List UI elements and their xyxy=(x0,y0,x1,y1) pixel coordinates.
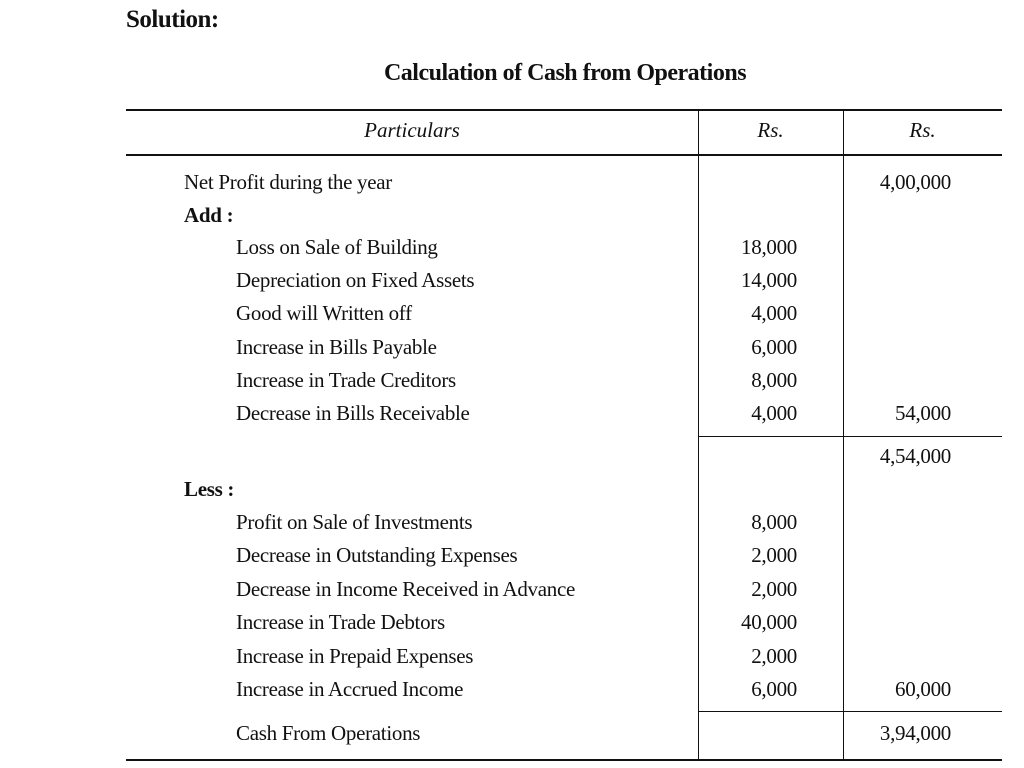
row-value-rs-1: 14,000 xyxy=(741,268,797,292)
table-row xyxy=(0,510,1024,543)
header-rs-2: Rs. xyxy=(909,118,936,142)
table-row xyxy=(0,644,1024,677)
row-value-rs-2: 60,000 xyxy=(895,677,951,701)
row-label: Decrease in Income Received in Advance xyxy=(236,577,576,601)
row-label: Increase in Trade Creditors xyxy=(236,368,456,392)
row-label-less: Less : xyxy=(184,477,235,501)
table-title: Calculation of Cash from Operations xyxy=(383,60,747,86)
row-value-rs-1: 6,000 xyxy=(751,677,797,701)
table-row xyxy=(0,610,1024,643)
table-bottom-rule xyxy=(126,759,1002,761)
row-label: Depreciation on Fixed Assets xyxy=(236,268,475,292)
subtotal-rule xyxy=(698,436,1002,437)
row-value-rs-1: 18,000 xyxy=(741,235,797,259)
table-row xyxy=(0,301,1024,334)
header-rs-1: Rs. xyxy=(757,118,784,142)
row-label: Decrease in Bills Receivable xyxy=(236,401,470,425)
table-row xyxy=(0,401,1024,434)
row-label: Good will Written off xyxy=(236,301,412,325)
table-row xyxy=(0,477,1024,510)
row-value-rs-1: 4,000 xyxy=(751,301,797,325)
table-row xyxy=(0,268,1024,301)
row-value-rs-1: 2,000 xyxy=(751,577,797,601)
row-label: Increase in Trade Debtors xyxy=(236,610,445,634)
table-row xyxy=(0,368,1024,401)
row-value-rs-2: 3,94,000 xyxy=(879,721,951,745)
table-row xyxy=(0,577,1024,610)
solution-heading: Solution: xyxy=(126,6,219,33)
table-row-total xyxy=(0,721,1024,754)
header-bottom-rule xyxy=(126,154,1002,156)
row-label-add: Add : xyxy=(184,203,234,227)
row-value-rs-1: 4,000 xyxy=(751,401,797,425)
row-label: Increase in Bills Payable xyxy=(236,335,437,359)
table-row xyxy=(0,170,1024,203)
row-label: Profit on Sale of Investments xyxy=(236,510,473,534)
row-label: Decrease in Outstanding Expenses xyxy=(236,543,518,567)
table-row xyxy=(0,203,1024,236)
table-top-rule xyxy=(126,109,1002,111)
row-value-rs-1: 2,000 xyxy=(751,543,797,567)
table-row xyxy=(0,543,1024,576)
table-row-subtotal xyxy=(0,444,1024,477)
header-particulars: Particulars xyxy=(364,118,460,142)
row-value-rs-1: 8,000 xyxy=(751,368,797,392)
row-value-rs-2: 4,54,000 xyxy=(879,444,951,468)
row-value-rs-2: 4,00,000 xyxy=(879,170,951,194)
total-rule xyxy=(698,711,1002,712)
table-row xyxy=(0,235,1024,268)
row-value-rs-2: 54,000 xyxy=(895,401,951,425)
row-label: Increase in Accrued Income xyxy=(236,677,464,701)
table-row xyxy=(0,677,1024,710)
table-row xyxy=(0,335,1024,368)
row-label: Loss on Sale of Building xyxy=(236,235,438,259)
row-label: Net Profit during the year xyxy=(184,170,392,194)
row-value-rs-1: 2,000 xyxy=(751,644,797,668)
row-value-rs-1: 40,000 xyxy=(741,610,797,634)
row-value-rs-1: 6,000 xyxy=(751,335,797,359)
row-value-rs-1: 8,000 xyxy=(751,510,797,534)
row-label: Increase in Prepaid Expenses xyxy=(236,644,474,668)
row-label-cash-from-operations: Cash From Operations xyxy=(236,721,421,745)
